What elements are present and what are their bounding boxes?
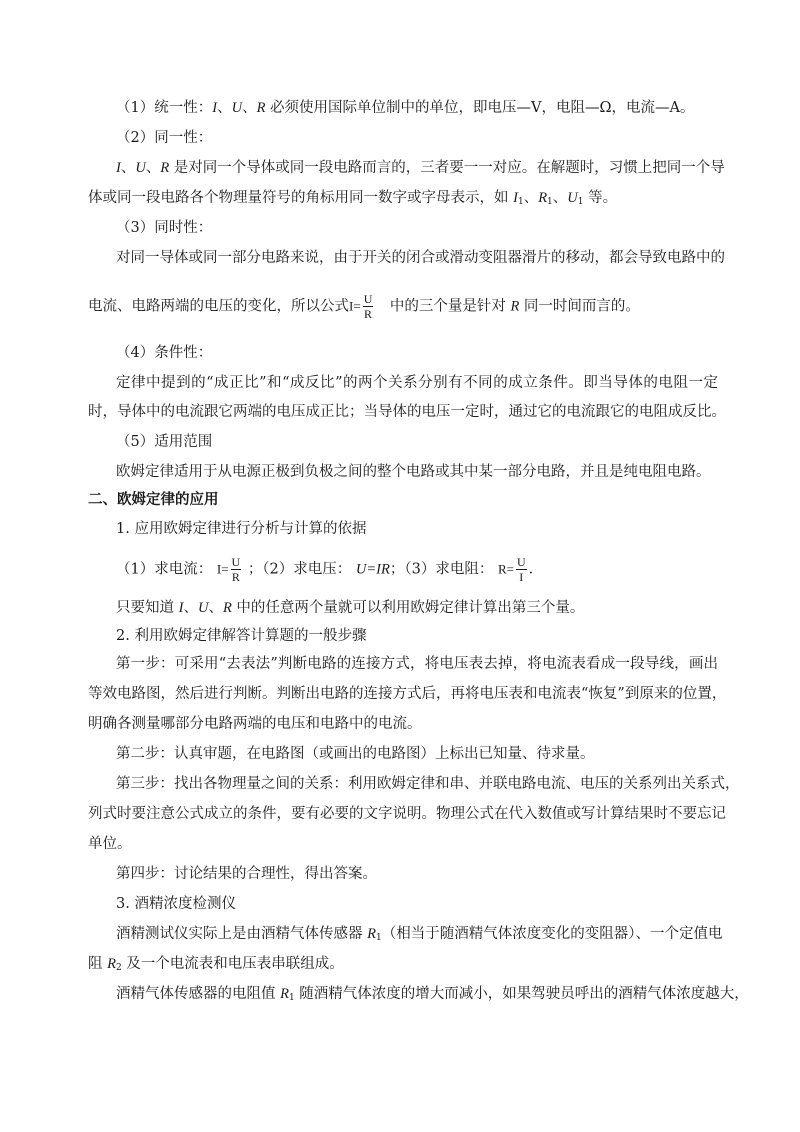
subheading-steps: 2. 利用欧姆定律解答计算题的一般步骤 bbox=[116, 628, 367, 644]
subheading-alcohol: 3. 酒精浓度检测仪 bbox=[116, 896, 236, 912]
paragraph-simultaneity-2: 电流、电路两端的电压的变化，所以公式I= $\frac{U}{R}$ 中的三个量是针对 R 同一时间而言的。 bbox=[88, 292, 640, 321]
paragraph-alcohol-2: 阻 $R_2$ 及一个电流表和电压表串联组成。 bbox=[88, 956, 344, 973]
paragraph-step1-2: 等效电路图，然后进行判断。判断出电路的连接方式后，再将电压表和电流表“恢复”到原来的位置， bbox=[88, 686, 727, 702]
paragraph-step3-2: 列式时要注意公式成立的条件，要有必要的文字说明。物理公式在代入数值或写计算结果时不要忘记 bbox=[88, 806, 726, 822]
paragraph-step1-1: 第一步：可采用“去表法”判断电路的连接方式，将电压表去掉，将电流表看成一段导线，画出 bbox=[116, 656, 718, 672]
paragraph-step3-3: 单位。 bbox=[88, 836, 132, 852]
paragraph-simultaneity-1: 对同一导体或同一部分电路来说，由于开关的闭合或滑动变阻器滑片的移动，都会导致电路中的 bbox=[116, 250, 725, 266]
paragraph-alcohol-1: 酒精测试仪实际上是由酒精气体传感器 $R_1$（相当于随酒精气体浓度变化的变阻器）、一个定值电 bbox=[116, 926, 723, 943]
formula-fraction: $\frac{U}{R}$ bbox=[363, 292, 373, 321]
paragraph-scope: 欧姆定律适用于从电源正极到负极之间的整个电路或其中某一部分电路，并且是纯电阻电路。 bbox=[116, 464, 711, 480]
paragraph-uniformity: （1）统一性：I、U、R 必须使用国际单位制中的单位，即电压—V，电阻—Ω，电流—A。 bbox=[116, 100, 695, 116]
formula-current-left: I bbox=[349, 298, 354, 314]
heading-conditionality: （4）条件性： bbox=[116, 345, 213, 361]
paragraph-step1-3: 明确各测量哪部分电路两端的电压和电路中的电流。 bbox=[88, 716, 422, 732]
paragraph-conditionality-1: 定律中提到的“成正比”和“成反比”的两个关系分别有不同的成立条件。即当导体的电阻一定 bbox=[116, 375, 718, 391]
section-heading: 二、欧姆定律的应用 bbox=[88, 492, 219, 508]
paragraph-step2: 第二步：认真审题，在电路图（或画出的电路图）上标出已知量、待求量。 bbox=[116, 746, 595, 762]
paragraph-sameness-2: 体或同一段电路各个物理量符号的角标用同一数字或字母表示，如 $I_1$、$R_1$、$U_1$ 等。 bbox=[88, 190, 618, 207]
formula-voltage: U=IR bbox=[355, 561, 390, 578]
paragraph-formulas: （1）求电流： I= $\frac{U}{R}$ ；（2）求电压： U=IR；（3）求电阻： R= $\frac{U}{I}$ ． bbox=[116, 555, 544, 584]
heading-sameness: （2）同一性： bbox=[116, 130, 213, 146]
paragraph-step3-1: 第三步：找出各物理量之间的关系：利用欧姆定律和串、并联电路电流、电压的关系列出关系式， bbox=[116, 776, 740, 792]
paragraph-conditionality-2: 时，导体中的电流跟它两端的电压成正比；当导体的电压一定时，通过它的电流跟它的电阻成反比。 bbox=[88, 404, 726, 420]
paragraph-alcohol-3: 酒精气体传感器的电阻值 $R_1$ 随酒精气体浓度的增大而减小，如果驾驶员呼出的酒精气体浓度越大， bbox=[116, 986, 749, 1003]
paragraph-step4: 第四步：讨论结果的合理性，得出答案。 bbox=[116, 866, 377, 882]
subheading-basis: 1. 应用欧姆定律进行分析与计算的依据 bbox=[116, 521, 367, 537]
paragraph-sameness-1: I、U、R 是对同一个导体或同一段电路而言的，三者要一一对应。在解题时，习惯上把同一个导 bbox=[116, 160, 725, 176]
paragraph-third-quantity: 只要知道 I、U、R 中的任意两个量就可以利用欧姆定律计算出第三个量。 bbox=[116, 600, 585, 616]
formula-current: $\frac{U}{R}$ bbox=[231, 555, 241, 584]
formula-resistance: $\frac{U}{I}$ bbox=[516, 555, 526, 584]
heading-scope: （5）适用范围 bbox=[116, 434, 213, 450]
heading-simultaneity: （3）同时性： bbox=[116, 220, 213, 236]
